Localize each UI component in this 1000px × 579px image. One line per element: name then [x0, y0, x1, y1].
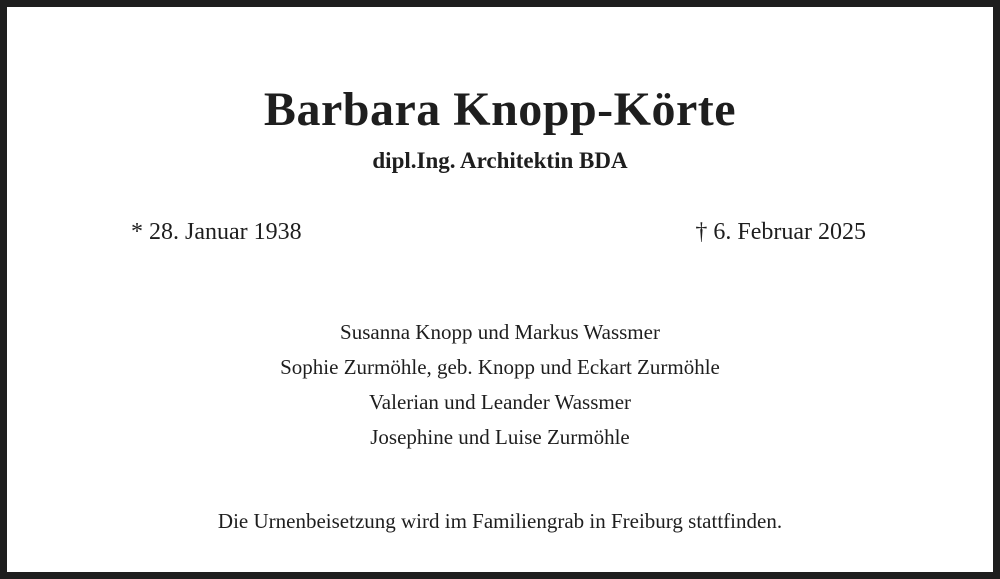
survivor-line: Sophie Zurmöhle, geb. Knopp und Eckart Zurmöhle [280, 355, 720, 379]
birth-date: * 28. Januar 1938 [131, 219, 302, 245]
survivor-line: Valerian und Leander Wassmer [368, 390, 632, 414]
death-date: † 6. Februar 2025 [695, 219, 866, 245]
deceased-name: Barbara Knopp-Körte [263, 83, 737, 136]
survivors-list [7, 315, 993, 455]
survivor-line: Josephine und Luise Zurmöhle [370, 425, 630, 449]
deceased-profession: dipl.Ing. Architektin BDA [372, 148, 628, 173]
burial-note: Die Urnenbeisetzung wird im Familiengrab in Freiburg stattfinden. [217, 509, 783, 533]
survivor-line: Susanna Knopp und Markus Wassmer [340, 320, 660, 344]
